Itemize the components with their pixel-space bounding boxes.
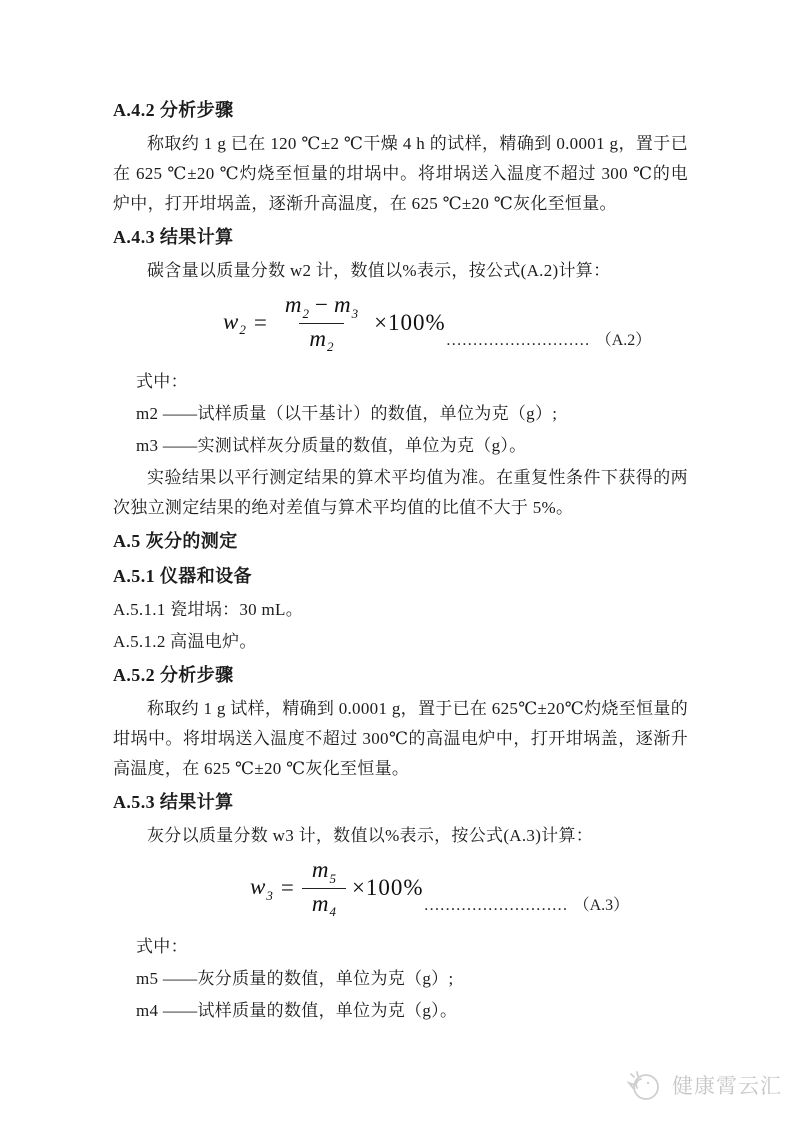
formula-a3-multiplier: ×100% [351,874,424,900]
formula-a2-numerator: $m_2 - m_3$ [284,292,359,321]
definition-m4: m4 ——试样质量的数值，单位为克（g）。 [136,1001,458,1021]
paragraph-a4-2: 称取约 1 g 已在 120 ℃±2 ℃干燥 4 h 的试样，精确到 0.0001 g，置于已在 625 ℃±20 ℃灼烧至恒量的坩埚中。将坩埚送入温度不超过 300 ℃的电炉中，打开坩埚盖，逐渐升高温度，在 625 ℃±20 ℃灰化至恒量。 [113,134,688,213]
formula-a2-fraction [275,292,368,353]
formula-a2-denominator: $m_2$ [299,323,343,354]
where-note-1: 式中： [136,372,188,392]
formula-a3-equals: = [280,874,294,900]
formula-a2 [223,292,446,353]
brand-name: 健康霄云汇 [672,1075,782,1098]
leader-dots: ……………………… [423,897,568,915]
formula-a2-block [113,292,688,353]
definition-m3: m3 ——实测试样灰分质量的数值，单位为克（g）。 [136,436,527,456]
heading-a5-1: A.5.1 仪器和设备 [113,566,252,587]
heading-a5: A.5 灰分的测定 [113,531,238,552]
formula-a2-label: （A.2） [595,332,652,350]
formula-a3-fraction [302,857,346,918]
formula-a2-equals: = [253,309,267,335]
heading-a4-2: A.4.2 分析步骤 [113,100,234,120]
formula-a3 [250,857,424,918]
paragraph-a5-3-intro: 灰分以质量分数 w3 计，数值以%表示，按公式(A.3)计算： [147,826,594,846]
where-note-2: 式中： [136,937,188,957]
document-content [113,99,688,1028]
heading-a5-3: A.5.3 结果计算 [113,792,234,813]
paragraph-a5-2: 称取约 1 g 试样，精确到 0.0001 g，置于已在 625℃±20℃灼烧至恒量的坩埚中。将坩埚送入温度不超过 300℃的高温电炉中，打开坩埚盖，逐渐升高温度，在 625 ℃±20 ℃灰化至恒量。 [113,699,688,779]
heading-a5-2: A.5.2 分析步骤 [113,665,234,686]
brand-logo-icon [621,1068,665,1102]
paragraph-a4-3-intro: 碳含量以质量分数 w2 计，数值以%表示，按公式(A.2)计算： [147,261,611,280]
item-a5-1-2: A.5.1.2 高温电炉。 [113,632,257,652]
formula-a3-block [113,857,688,918]
formula-a3-lhs: $w_3$ [250,873,273,903]
formula-a3-numerator: $m_5$ [311,857,336,886]
definition-m2: m2 ——试样质量（以干基计）的数值，单位为克（g）; [136,404,558,424]
footer-watermark [621,1068,782,1102]
formula-a2-lhs: $w_2$ [223,308,246,338]
paragraph-average-rule: 实验结果以平行测定结果的算术平均值为准。在重复性条件下获得的两次独立测定结果的绝对差值与算术平均值的比值不大于 5%。 [113,468,688,518]
formula-a3-denominator: $m_4$ [302,888,346,919]
formula-a3-label: （A.3） [573,897,630,915]
heading-a4-3: A.4.3 结果计算 [113,227,234,247]
leader-dots: ……………………… [445,332,590,350]
definition-m5: m5 ——灰分质量的数值，单位为克（g）; [136,969,454,989]
formula-a2-multiplier: ×100% [374,309,446,335]
item-a5-1-1: A.5.1.1 瓷坩埚：30 mL。 [113,600,304,620]
formula-a2-leader [446,331,652,353]
formula-a3-leader [424,896,630,918]
